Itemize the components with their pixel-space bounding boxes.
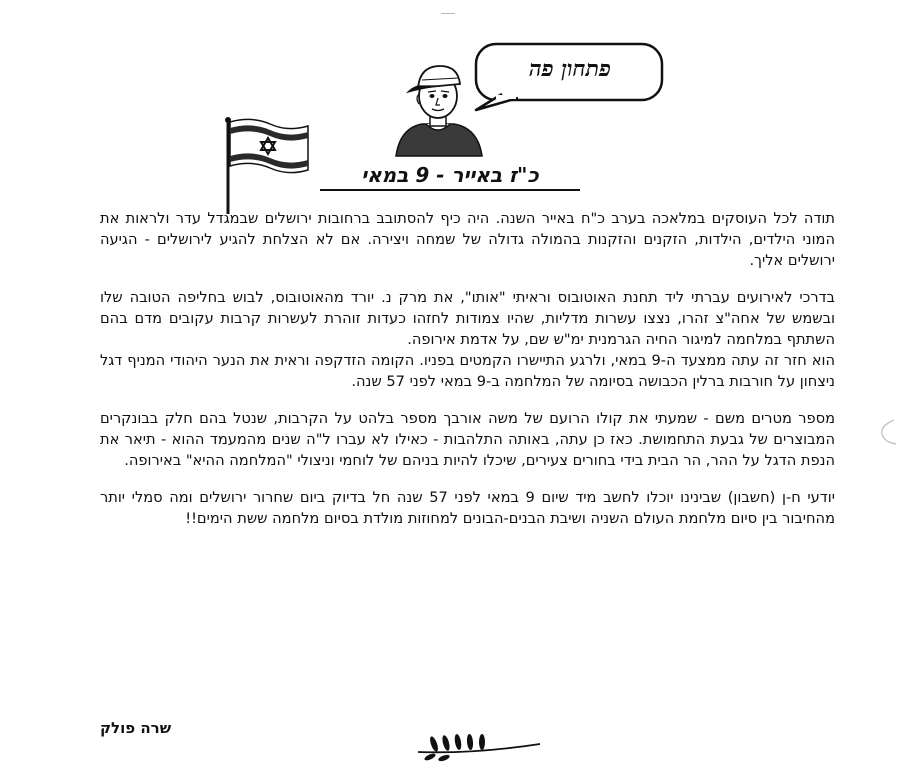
israel-flag-icon [218, 116, 314, 216]
paragraph: תודה לכל העוסקים במלאכה בערב כ"ח באייר השנה. היה כיף להסתובב ברחובות ירושלים שבמגדל עדר ולראות את המוני הילדים, הילדות, הזקנים והזקנות בהמולה גדולה של שמחה ויצירה. אם לא הצלחת להגיע לירושלים - הגיעה ירושלים אליך. [100, 210, 835, 269]
paragraph: יודעי ח-ן (חשבון) שבינינו יוכלו לחשב מיד שיום 9 במאי לפני 57 שנה חל בדיוק ביום שחרור ירושלים ומה סמלי יותר מהחיבור בין סיום מלחמת העולם השניה ושיבת הבנים-הבונים למחוזות מולדת בסיום מלחמה ששת הימים!! [100, 489, 835, 527]
cartoon-boy-icon [392, 58, 484, 158]
article-body [100, 208, 835, 545]
olive-branch-icon [414, 724, 544, 762]
paragraph: מספר מטרים משם - שמעתי את קולו הרועם של משה אורבך מספר בלהט על הקרבות, שנטל בהם חלק בבונקרים המבוצרים של גבעת התחמושת. כאז כן עתה, באותה התלהבות - כאילו לא עברו ל"ה שנים מהמעמד ההוא - תיאר את הנפת הדגל על ההר, הר הבית בידי בחורים צעירים, שיכלו להיות בניהם של לוחמי וניצולי "המלחמה ההיא" באירופה. [100, 410, 835, 469]
scan-speck [440, 12, 456, 15]
bubble-text: פתחון פה [529, 56, 611, 82]
margin-bracket-mark [876, 418, 898, 446]
paragraph: בדרכי לאירועים עברתי ליד תחנת האוטובוס וראיתי "אותו", את מרק נ. יורד מהאוטובוס, לבוש בחליפה הטובה שלו ובשמש של אחה"צ זהרו, נצצו עשרות מדליות, שהיו צמודות לחזהו כעדות זוהרת לעשרות קרבות עקובים מדם בהם השתתף במלחמה למיגור החיה הגרמנית ימ"ש שם, על אדמת אירופה. [100, 289, 835, 348]
author-signature: שרה פולק [100, 719, 172, 737]
paragraph: הוא חזר זה עתה ממצעד ה-9 במאי, ולרגע התיישרו הקמטים בפניו. הקומה הזדקפה וראית את הנער היהודי המניף דגל ניצחון על חורבות ברלין הכבושה בסיומה של המלחמה ב-9 במאי לפני 57 שנה. [100, 352, 835, 390]
headline: כ"ז באייר - 9 במאי [320, 163, 580, 191]
